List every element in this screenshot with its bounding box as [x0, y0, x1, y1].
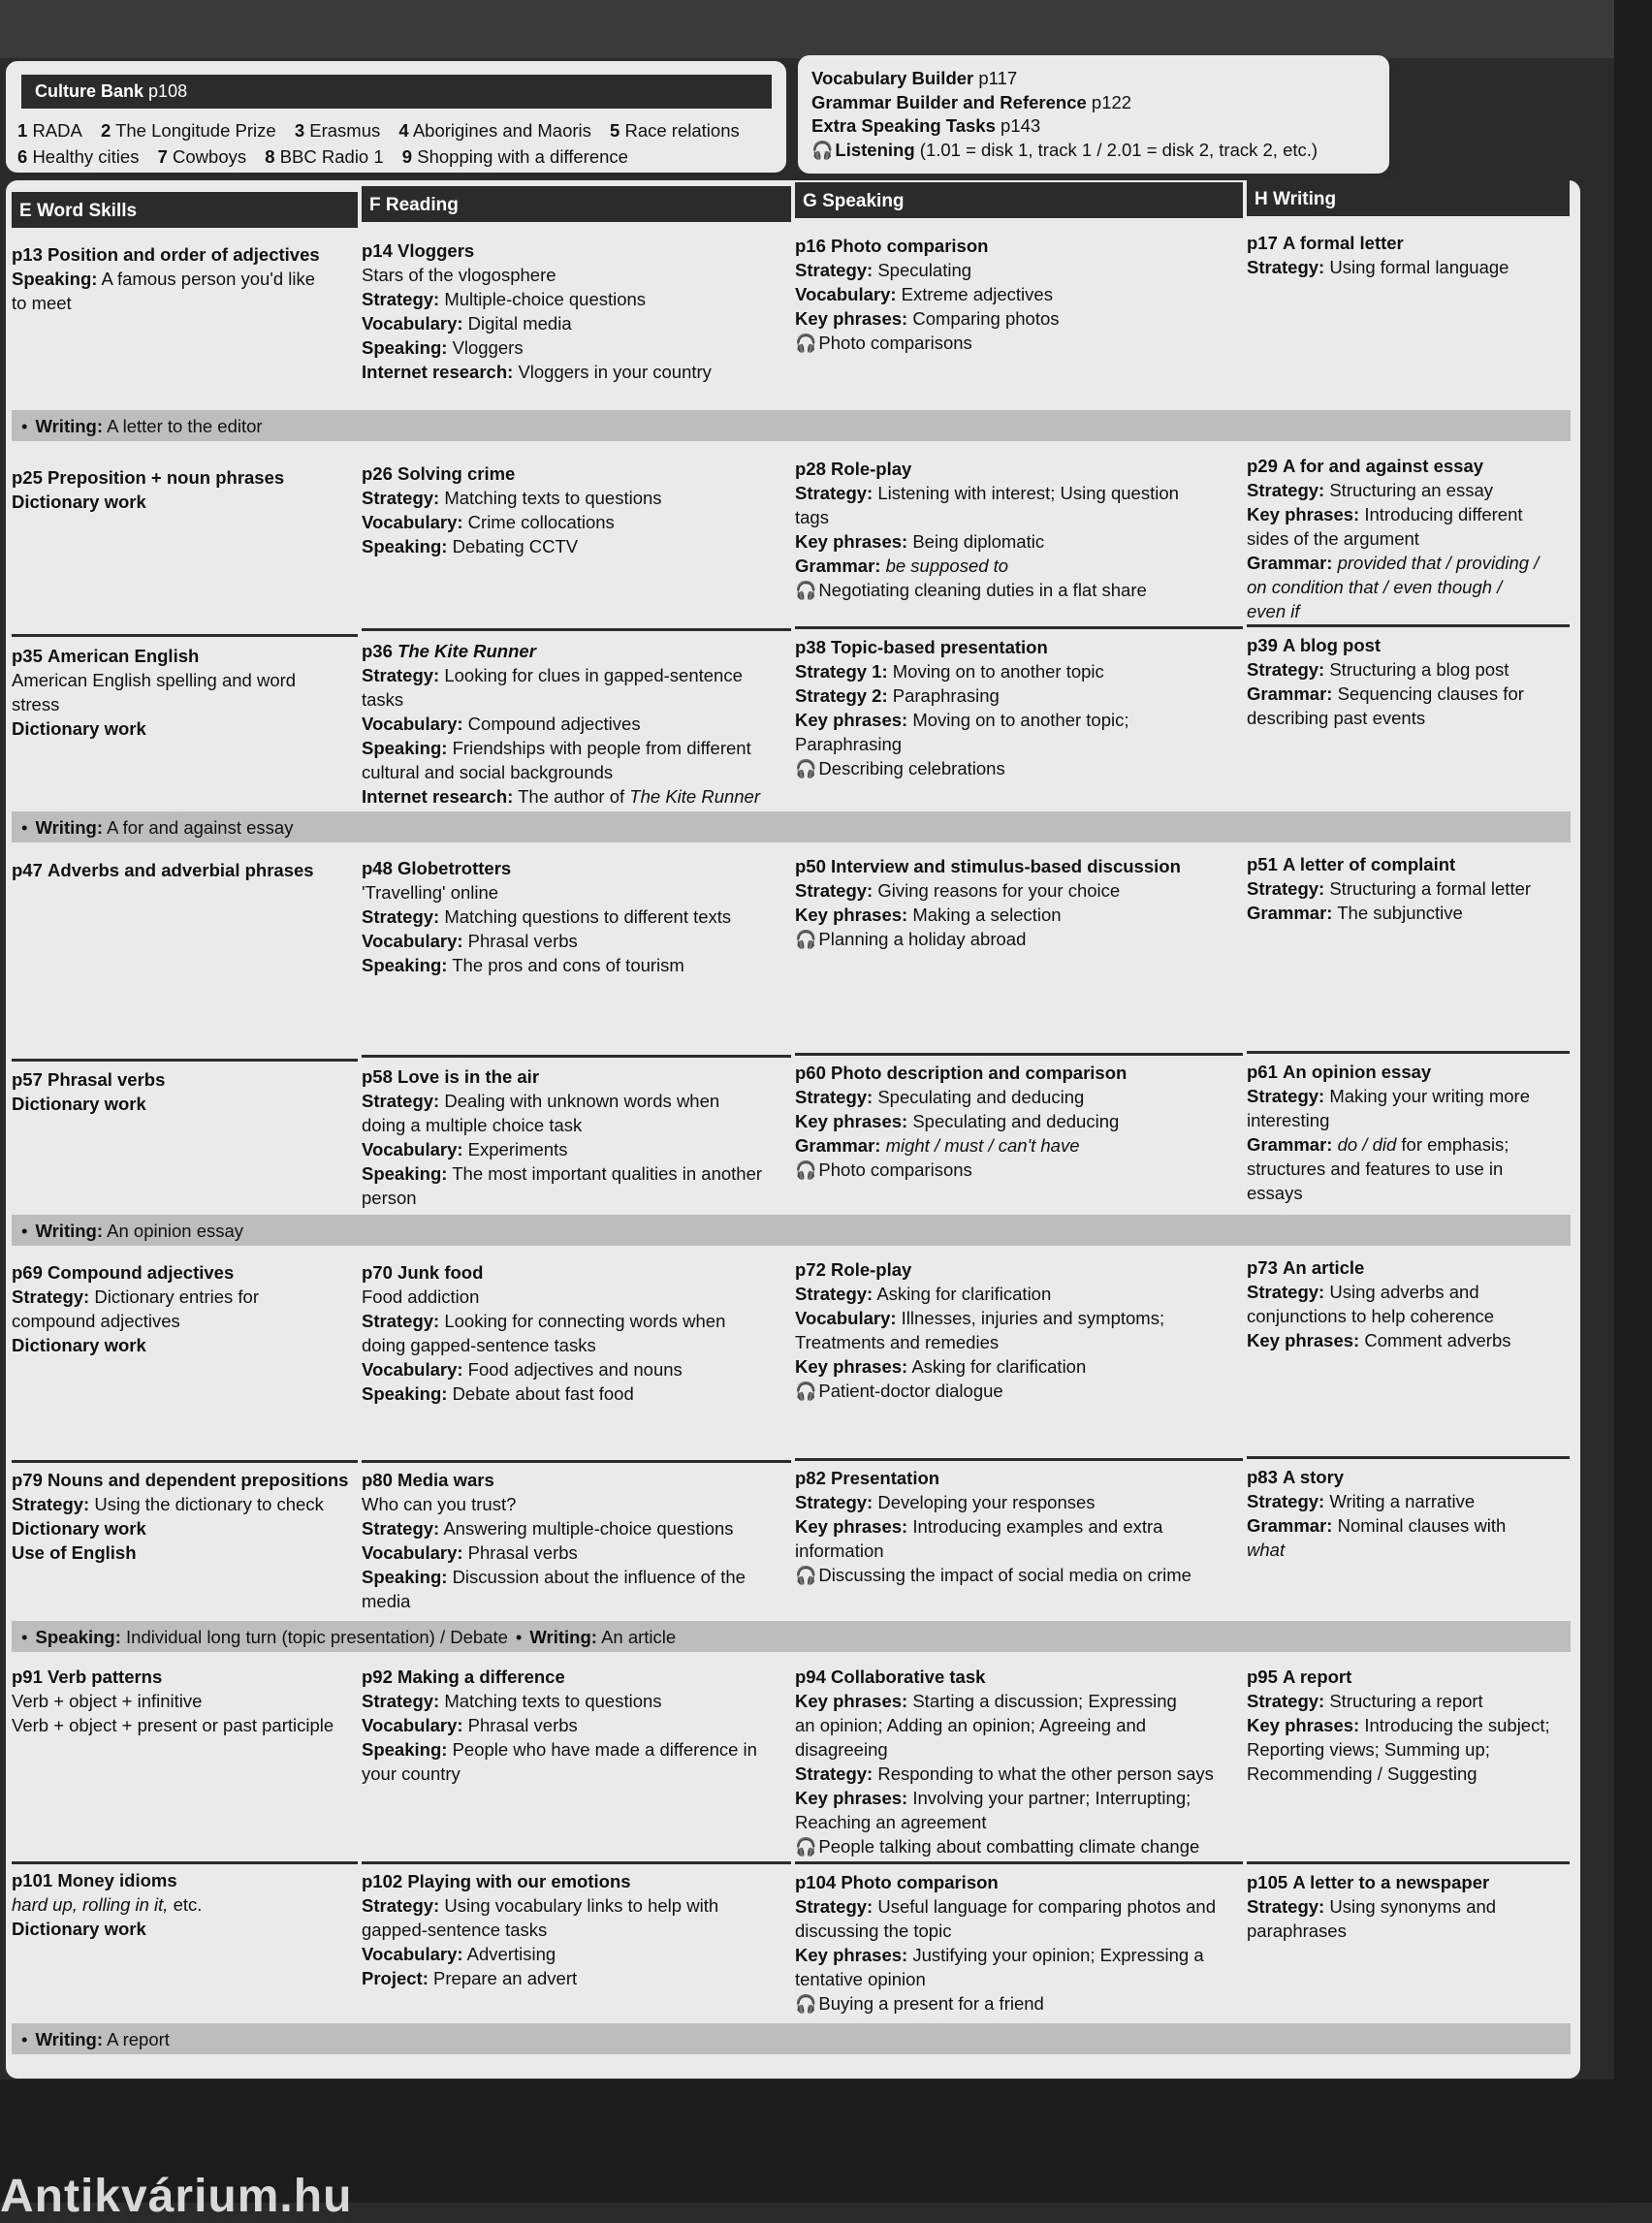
header-word-skills: E Word Skills [12, 192, 358, 228]
writing-band: • Writing: A report [12, 2023, 1571, 2054]
unit-6-speaking: p72 Role-play Strategy: Asking for clarification Vocabulary: Illnesses, injuries and symptoms; Treatments and remedies Key phrases: Asking for clarification 🎧 Patient-doctor dialogue [795, 1257, 1243, 1404]
unit-4-reading: p48 Globetrotters 'Travelling' online Strategy: Matching questions to different texts Vocabulary: Phrasal verbs Speaking: The pros and cons of tourism [362, 858, 732, 975]
row-divider [795, 626, 1243, 629]
unit-6-writing: p73 An article Strategy: Using adverbs and conjunctions to help coherence Key phrases: Comment adverbs [1247, 1257, 1511, 1350]
column-word-skills [12, 180, 358, 2079]
unit-9-reading: p102 Playing with our emotions Strategy: Using vocabulary links to help with gapped-sentence tasks Vocabulary: Advertising Project: Prepare an advert [362, 1871, 719, 1988]
column-writing [1247, 180, 1570, 2079]
unit-6-reading: p70 Junk food Food addiction Strategy: Looking for connecting words when doing gapped-sentence tasks Vocabulary: Food adjectives and nouns Speaking: Debate about fast food [362, 1262, 726, 1404]
bullet-icon: • [21, 416, 28, 436]
header-speaking: G Speaking [795, 182, 1243, 218]
culture-item: 3 Erasmus [294, 120, 381, 141]
unit-8-reading: p92 Making a difference Strategy: Matching texts to questions Vocabulary: Phrasal verbs Speaking: People who have made a difference in your country [362, 1667, 757, 1784]
watermark: Antikvárium.hu [0, 2171, 353, 2222]
right-background [1614, 0, 1652, 2203]
bullet-icon: • [21, 1221, 28, 1241]
listening-line: 🎧 Listening (1.01 = disk 1, track 1 / 2.01 = disk 2, track 2, etc.) [811, 139, 1318, 163]
unit-4-speaking: p50 Interview and stimulus-based discussion Strategy: Giving reasons for your choice Key phrases: Making a selection 🎧 Planning a holiday abroad [795, 854, 1243, 952]
bullet-icon: • [21, 2029, 28, 2049]
unit-1-word-skills: p13 Position and order of adjectives Speaking: A famous person you'd like to meet [12, 244, 320, 313]
row-divider [1247, 1456, 1570, 1459]
unit-4-word-skills: p47 Adverbs and adverbial phrases [12, 860, 314, 880]
culture-bank-title: Culture Bank [35, 81, 144, 101]
row-divider [12, 1059, 358, 1062]
grammar-builder-line: Grammar Builder and Reference p122 [811, 91, 1132, 112]
header-writing: H Writing [1247, 180, 1570, 216]
unit-3-reading: p36 The Kite Runner Strategy: Looking for clues in gapped-sentence tasks Vocabulary: Compound adjectives Speaking: Friendships with people from different cultural and social backgrounds Internet research: The author of The Kite Runner [362, 641, 761, 807]
headphones-icon: 🎧 [795, 1837, 817, 1857]
unit-5-writing: p61 An opinion essay Strategy: Making your writing more interesting Grammar: do / did for emphasis; structures and features to use in essays [1247, 1062, 1530, 1203]
culture-item: 1 RADA [17, 120, 82, 141]
headphones-icon: 🎧 [795, 1160, 817, 1180]
unit-2-reading: p26 Solving crime Strategy: Matching texts to questions Vocabulary: Crime collocations Speaking: Debating CCTV [362, 463, 662, 556]
bullet-icon: • [21, 817, 28, 838]
unit-7-word-skills: p79 Nouns and dependent prepositions Strategy: Using the dictionary to check Dictionary work Use of English [12, 1470, 349, 1563]
row-divider [362, 1460, 791, 1463]
row-divider [12, 634, 358, 637]
contents-table [6, 180, 1580, 2079]
bullet-icon: • [21, 1627, 28, 1647]
unit-1-writing: p17 A formal letter Strategy: Using formal language [1247, 233, 1509, 277]
row-divider [12, 1460, 358, 1463]
unit-6-word-skills: p69 Compound adjectives Strategy: Dictionary entries for compound adjectives Dictionary work [12, 1262, 259, 1355]
headphones-icon: 🎧 [795, 1381, 817, 1401]
unit-2-speaking: p28 Role-play Strategy: Listening with interest; Using question tags Key phrases: Being diplomatic Grammar: be supposed to 🎧 Negotiating cleaning duties in a flat share [795, 457, 1243, 603]
culture-item: 8 BBC Radio 1 [265, 146, 384, 167]
bullet-icon: • [515, 1627, 523, 1647]
unit-3-writing: p39 A blog post Strategy: Structuring a blog post Grammar: Sequencing clauses for describing past events [1247, 635, 1524, 728]
vocab-builder-line: Vocabulary Builder p117 [811, 68, 1018, 88]
headphones-icon: 🎧 [795, 1994, 817, 2014]
unit-7-reading: p80 Media wars Who can you trust? Strategy: Answering multiple-choice questions Vocabulary: Phrasal verbs Speaking: Discussion about the influence of the media [362, 1470, 746, 1611]
row-divider [12, 1861, 358, 1864]
unit-5-reading: p58 Love is in the air Strategy: Dealing with unknown words when doing a multiple choice task Vocabulary: Experiments Speaking: The most important qualities in another person [362, 1066, 763, 1208]
unit-2-word-skills: p25 Preposition + noun phrases Dictionary work [12, 467, 285, 512]
unit-5-word-skills: p57 Phrasal verbs Dictionary work [12, 1069, 166, 1114]
column-reading [362, 180, 791, 2079]
culture-bank-panel [6, 61, 786, 173]
culture-bank-list [17, 117, 783, 170]
culture-bank-header [21, 75, 772, 109]
row-divider [1247, 624, 1570, 627]
column-speaking [795, 180, 1243, 2079]
unit-5-speaking: p60 Photo description and comparison Strategy: Speculating and deducing Key phrases: Speculating and deducing Grammar: might / must / can't have 🎧 Photo comparisons [795, 1061, 1243, 1183]
extra-resources-panel [798, 55, 1389, 174]
culture-item: 9 Shopping with a difference [401, 146, 628, 167]
row-divider [795, 1861, 1243, 1864]
unit-4-writing: p51 A letter of complaint Strategy: Structuring a formal letter Grammar: The subjunctive [1247, 854, 1532, 923]
headphones-icon: 🎧 [811, 140, 834, 160]
writing-band: • Writing: An opinion essay [12, 1215, 1571, 1246]
culture-item: 2 The Longitude Prize [100, 120, 276, 141]
speaking-tasks-line: Extra Speaking Tasks p143 [811, 115, 1041, 136]
row-divider [1247, 1051, 1570, 1054]
culture-item: 7 Cowboys [157, 146, 247, 167]
unit-1-speaking: p16 Photo comparison Strategy: Speculating Vocabulary: Extreme adjectives Key phrases: Comparing photos 🎧 Photo comparisons [795, 234, 1243, 356]
culture-item: 6 Healthy cities [17, 146, 140, 167]
unit-8-writing: p95 A report Strategy: Structuring a report Key phrases: Introducing the subject; Reporting views; Summing up; Recommending / Suggesting [1247, 1667, 1550, 1784]
row-divider [362, 1055, 791, 1058]
row-divider [362, 628, 791, 631]
row-divider [795, 1458, 1243, 1461]
headphones-icon: 🎧 [795, 759, 817, 778]
unit-8-word-skills: p91 Verb patterns Verb + object + infinitive Verb + object + present or past participle [12, 1667, 334, 1735]
row-divider [795, 1053, 1243, 1056]
row-divider [1247, 1861, 1570, 1864]
headphones-icon: 🎧 [795, 581, 817, 600]
unit-9-word-skills: p101 Money idioms hard up, rolling in it, etc. Dictionary work [12, 1870, 203, 1939]
unit-2-writing: p29 A for and against essay Strategy: Structuring an essay Key phrases: Introducing different sides of the argument Grammar: provided that / providing / on condition that / even though / even if [1247, 456, 1540, 621]
unit-1-reading: p14 Vloggers Stars of the vlogosphere Strategy: Multiple-choice questions Vocabulary: Digital media Speaking: Vloggers Internet research: Vloggers in your country [362, 240, 712, 382]
unit-3-word-skills: p35 American English American English spelling and word stress Dictionary work [12, 646, 297, 739]
writing-band: • Writing: A letter to the editor [12, 410, 1571, 441]
unit-8-speaking: p94 Collaborative task Key phrases: Starting a discussion; Expressing an opinion; Adding an opinion; Agreeing and disagreeing Strategy: Responding to what the other person says Key phrases: Involving your partner; Interrupting; Reaching an agreement 🎧 People talking about combatting climate change [795, 1665, 1243, 1859]
headphones-icon: 🎧 [795, 1566, 817, 1585]
row-divider [362, 1861, 791, 1864]
unit-3-speaking: p38 Topic-based presentation Strategy 1: Moving on to another topic Strategy 2: Paraphrasing Key phrases: Moving on to another topic; Paraphrasing 🎧 Describing celebrations [795, 635, 1243, 781]
culture-item: 5 Race relations [610, 120, 740, 141]
writing-band: • Writing: A for and against essay [12, 811, 1571, 842]
culture-bank-page: p108 [148, 81, 188, 101]
headphones-icon: 🎧 [795, 333, 817, 353]
unit-9-speaking: p104 Photo comparison Strategy: Useful language for comparing photos and discussing the topic Key phrases: Justifying your opinion; Expressing a tentative opinion 🎧 Buying a present for a friend [795, 1870, 1243, 2017]
culture-item: 4 Aborigines and Maoris [398, 120, 591, 141]
top-background [0, 0, 1614, 58]
unit-7-speaking: p82 Presentation Strategy: Developing your responses Key phrases: Introducing examples and extra information 🎧 Discussing the impact of social media on crime [795, 1466, 1243, 1588]
speaking-writing-band: • Speaking: Individual long turn (topic presentation) / Debate • Writing: An article [12, 1621, 1571, 1652]
headphones-icon: 🎧 [795, 930, 817, 949]
unit-9-writing: p105 A letter to a newspaper Strategy: Using synonyms and paraphrases [1247, 1872, 1497, 1941]
header-reading: F Reading [362, 186, 791, 222]
unit-7-writing: p83 A story Strategy: Writing a narrative Grammar: Nominal clauses with what [1247, 1467, 1507, 1560]
